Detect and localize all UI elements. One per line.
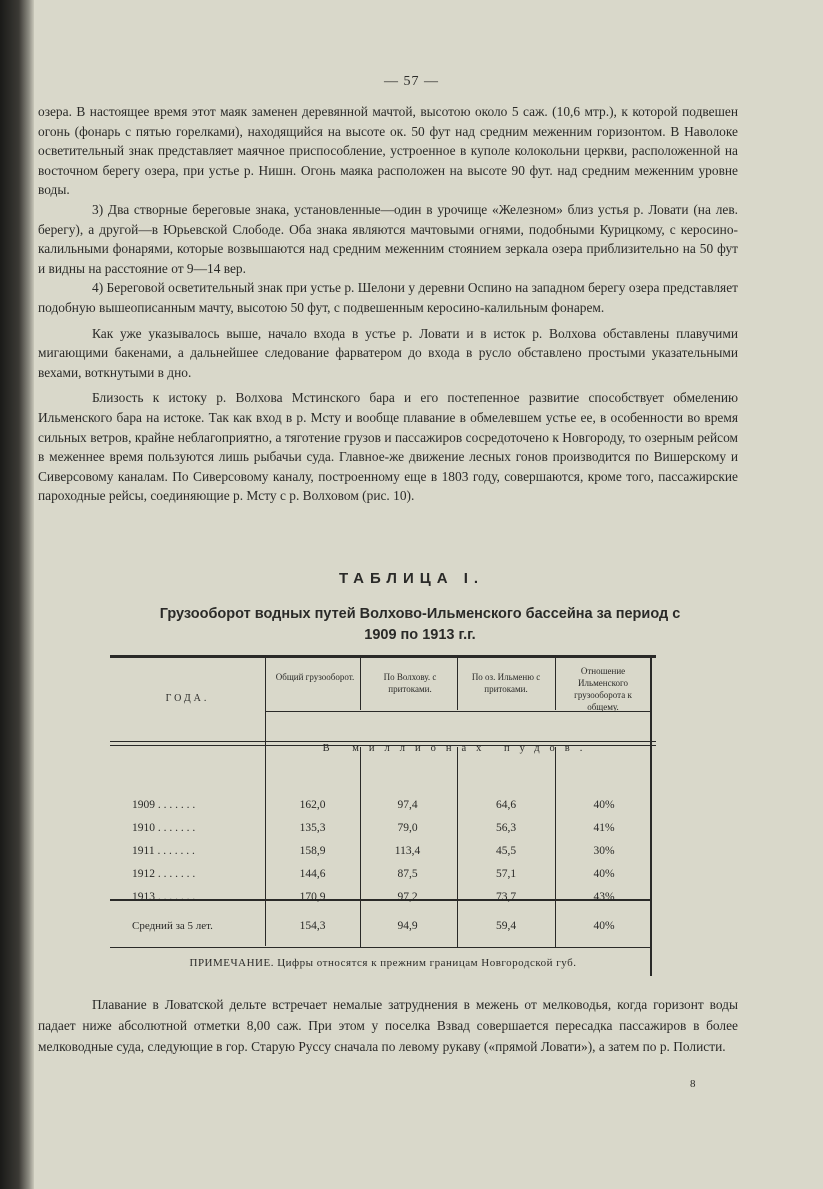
cell-ilmen: 64,6: [495, 799, 517, 811]
page-number: — 57 —: [384, 74, 439, 89]
cell-volkhov: 87,5: [397, 868, 418, 880]
cell-year: 1911 . . . . . . .: [132, 845, 195, 857]
table-note: ПРИМЕЧАНИЕ. Цифры относятся к прежним границам Новгородской губ.: [189, 957, 577, 969]
table-subtitle: Грузооборот водных путей Волхово-Ильменского бассейна за период с 1909 по 1913 г.г.: [159, 606, 681, 643]
paragraph: озера. В настоящее время этот маяк заменен деревянной мачтой, высотою около 5 саж. (10,6 мтр.), к которой подвешен огонь (фонарь с пятью горелками), находящийся на высоте ок. 50 фут над средним меженним горизонтом. В Наволоке осветительный знак представляет маячное приспособление, устроенное в куполе колокольни церкви, расположенной на восточном берегу озера, при устье р. Нишн. Огонь маяка расположен на высоте 90 фут. над средним меженним уровне воды.: [38, 104, 738, 198]
header-ratio: Отношение Ильменского грузооборота к общему.: [574, 666, 632, 712]
cell-volkhov: 79,0: [397, 822, 418, 834]
book-binding: [0, 0, 34, 1189]
cell-year: 1913 . . . . . . .: [132, 891, 196, 903]
cell-total: 144,6: [299, 868, 326, 880]
paragraph: Близость к истоку р. Волхова Мстинского бара и его постепенное развитие способствует обмелению Ильменского бара на истоке. Так как вход в р. Мсту и вообще плавание в обмелевшем устье ее, в особенности во время сильных ветров, крайне неблагоприятно, а тяготение грузов и пассажиров сосредоточено к Новгороду, то озерным рейсом в меженнее время пользуются лишь рыбачьи суда. Главное-же движение лесных гонов производится по Вишерскому и Сиверсовому каналам. По Сиверсовому каналу, построенному еще в 1803 году, совершаются, кроме того, пассажирские пароходные рейсы, соединяющие р. Мсту с р. Волховом (рис. 10).: [38, 390, 738, 504]
cell-ratio: 43%: [593, 891, 615, 903]
header-total: Общий грузооборот.: [275, 672, 355, 682]
cell-year: 1909 . . . . . . .: [132, 799, 196, 811]
paragraph: 3) Два створные береговые знака, установленные—один в урочище «Железном» близ устья р. Ловати (на лев. берегу), а другой—в Юрьевской Слободе. Оба знака являются мачтовыми огнями, подобными Курицкому, с керосино-калильными фонарями, которые возвышаются над средним меженним стоянием зеркала озера приблизительно на 50 фут и видны на расстояние от 9—14 вер.: [38, 201, 738, 276]
cell-ilmen: 57,1: [495, 868, 517, 880]
cell-volkhov: 113,4: [394, 845, 421, 857]
average-label: Средний за 5 лет.: [132, 920, 213, 932]
paragraph: Как уже указывалось выше, начало входа в устье р. Ловати и в исток р. Волхова обставлены плавучими мигающими бакенами, а дальнейшее следование фарватером до входа в русло обставлено простыми указательными вехами, воткнутыми в дно.: [38, 325, 738, 380]
cell-volkhov: 97,4: [397, 799, 418, 811]
body-text-bottom: [38, 994, 738, 1057]
cell-volkhov: 97,2: [397, 891, 418, 903]
body-text-top: [38, 102, 738, 506]
cell-year: 1912 . . . . . . .: [132, 868, 196, 880]
table-title: ТАБЛИЦА I.: [338, 570, 485, 587]
average-volkhov: 94,9: [397, 920, 418, 932]
cell-year: 1910 . . . . . . .: [132, 822, 196, 834]
cell-ilmen: 73,7: [495, 891, 517, 903]
header-ilmen: По оз. Ильменю с притоками.: [471, 672, 541, 694]
cell-ratio: 30%: [593, 845, 615, 857]
average-ilmen: 59,4: [495, 920, 517, 932]
cell-total: 158,9: [299, 845, 326, 857]
cell-ratio: 40%: [593, 799, 615, 811]
cell-total: 162,0: [299, 799, 326, 811]
paragraph: Плавание в Ловатской дельте встречает немалые затруднения в межень от мелководья, когда горизонт воды падает ниже абсолютной отметки 8,00 саж. При этом у поселка Взвад совершается пересадка пассажиров в более мелководные суда, следующие в гор. Старую Руссу сначала по левому рукаву («прямой Ловати»), а затем по р. Полисти.: [38, 997, 738, 1054]
cell-total: 170,9: [299, 891, 326, 903]
cell-ratio: 41%: [593, 822, 615, 834]
folio-mark: 8: [690, 1078, 696, 1090]
average-total: 154,3: [299, 920, 326, 932]
header-year: ГОДА.: [165, 693, 210, 704]
cell-ilmen: 45,5: [495, 845, 517, 857]
cell-ratio: 40%: [593, 868, 615, 880]
cell-total: 135,3: [299, 822, 326, 834]
average-ratio: 40%: [593, 920, 615, 932]
header-volkhov: По Волхову. с притоками.: [383, 672, 437, 694]
cell-ilmen: 56,3: [495, 822, 517, 834]
units-caption: В миллионах пудов.: [322, 743, 593, 754]
data-table: [110, 655, 656, 975]
paragraph: 4) Береговой осветительный знак при устье р. Шелони у деревни Оспино на западном берегу озера представляет подобную вышеописанным мачту, высотою 50 фут, с подвешенным керосино-калильным фонарем.: [38, 280, 738, 315]
